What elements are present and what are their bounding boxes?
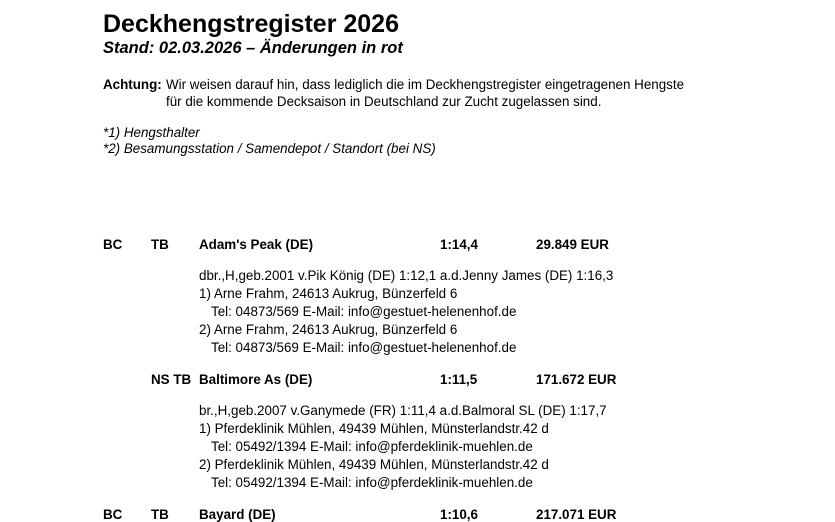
stallion-name: Bayard (DE) bbox=[199, 507, 276, 522]
stallion-contact-line: 1) Arne Frahm, 24613 Aukrug, Bünzerfeld 6 bbox=[199, 286, 458, 301]
notice-line-1: Wir weisen darauf hin, dass lediglich die im Deckhengstregister eingetragenen Hengste bbox=[166, 77, 685, 92]
page-title: Deckhengstregister 2026 bbox=[103, 10, 399, 38]
stallion-contact-line: 2) Pferdeklinik Mühlen, 49439 Mühlen, Münsterlandstr.42 d bbox=[199, 457, 549, 472]
stallion-record: 1:11,5 bbox=[440, 372, 478, 387]
stallion-contact-line: 1) Pferdeklinik Mühlen, 49439 Mühlen, Münsterlandstr.42 d bbox=[199, 421, 549, 436]
stallion-pedigree: br.,H,geb.2007 v.Ganymede (FR) 1:11,4 a.d.Balmoral SL (DE) 1:17,7 bbox=[199, 403, 607, 418]
entry-code: BC bbox=[103, 237, 123, 252]
stallion-earnings: 217.071 EUR bbox=[536, 507, 617, 522]
stallion-contact-line: Tel: 04873/569 E-Mail: info@gestuet-helenenhof.de bbox=[211, 340, 517, 355]
stallion-name: Adam's Peak (DE) bbox=[199, 237, 314, 252]
stallion-name: Baltimore As (DE) bbox=[199, 372, 313, 387]
page-subtitle: Stand: 02.03.2026 – Änderungen in rot bbox=[103, 39, 403, 57]
stallion-earnings: 29.849 EUR bbox=[536, 237, 609, 252]
footnote-2: *2) Besamungsstation / Samendepot / Standort (bei NS) bbox=[103, 141, 436, 156]
entry-type: TB bbox=[151, 237, 169, 252]
stallion-contact-line: Tel: 04873/569 E-Mail: info@gestuet-helenenhof.de bbox=[211, 304, 517, 319]
entry-code: BC bbox=[103, 507, 123, 522]
stallion-pedigree: dbr.,H,geb.2001 v.Pik König (DE) 1:12,1 a.d.Jenny James (DE) 1:16,3 bbox=[199, 268, 614, 283]
footnote-1: *1) Hengsthalter bbox=[103, 125, 200, 140]
stallion-record: 1:14,4 bbox=[440, 237, 478, 252]
entry-type: NS TB bbox=[151, 372, 192, 387]
stallion-contact-line: Tel: 05492/1394 E-Mail: info@pferdeklinik-muehlen.de bbox=[211, 439, 533, 454]
notice-line-2: für die kommende Decksaison in Deutschland zur Zucht zugelassen sind. bbox=[166, 94, 602, 109]
stallion-earnings: 171.672 EUR bbox=[536, 372, 617, 387]
stallion-record: 1:10,6 bbox=[440, 507, 478, 522]
stallion-contact-line: Tel: 05492/1394 E-Mail: info@pferdeklinik-muehlen.de bbox=[211, 475, 533, 490]
entry-type: TB bbox=[151, 507, 169, 522]
stallion-contact-line: 2) Arne Frahm, 24613 Aukrug, Bünzerfeld 6 bbox=[199, 322, 458, 337]
notice-label: Achtung: bbox=[103, 77, 162, 92]
